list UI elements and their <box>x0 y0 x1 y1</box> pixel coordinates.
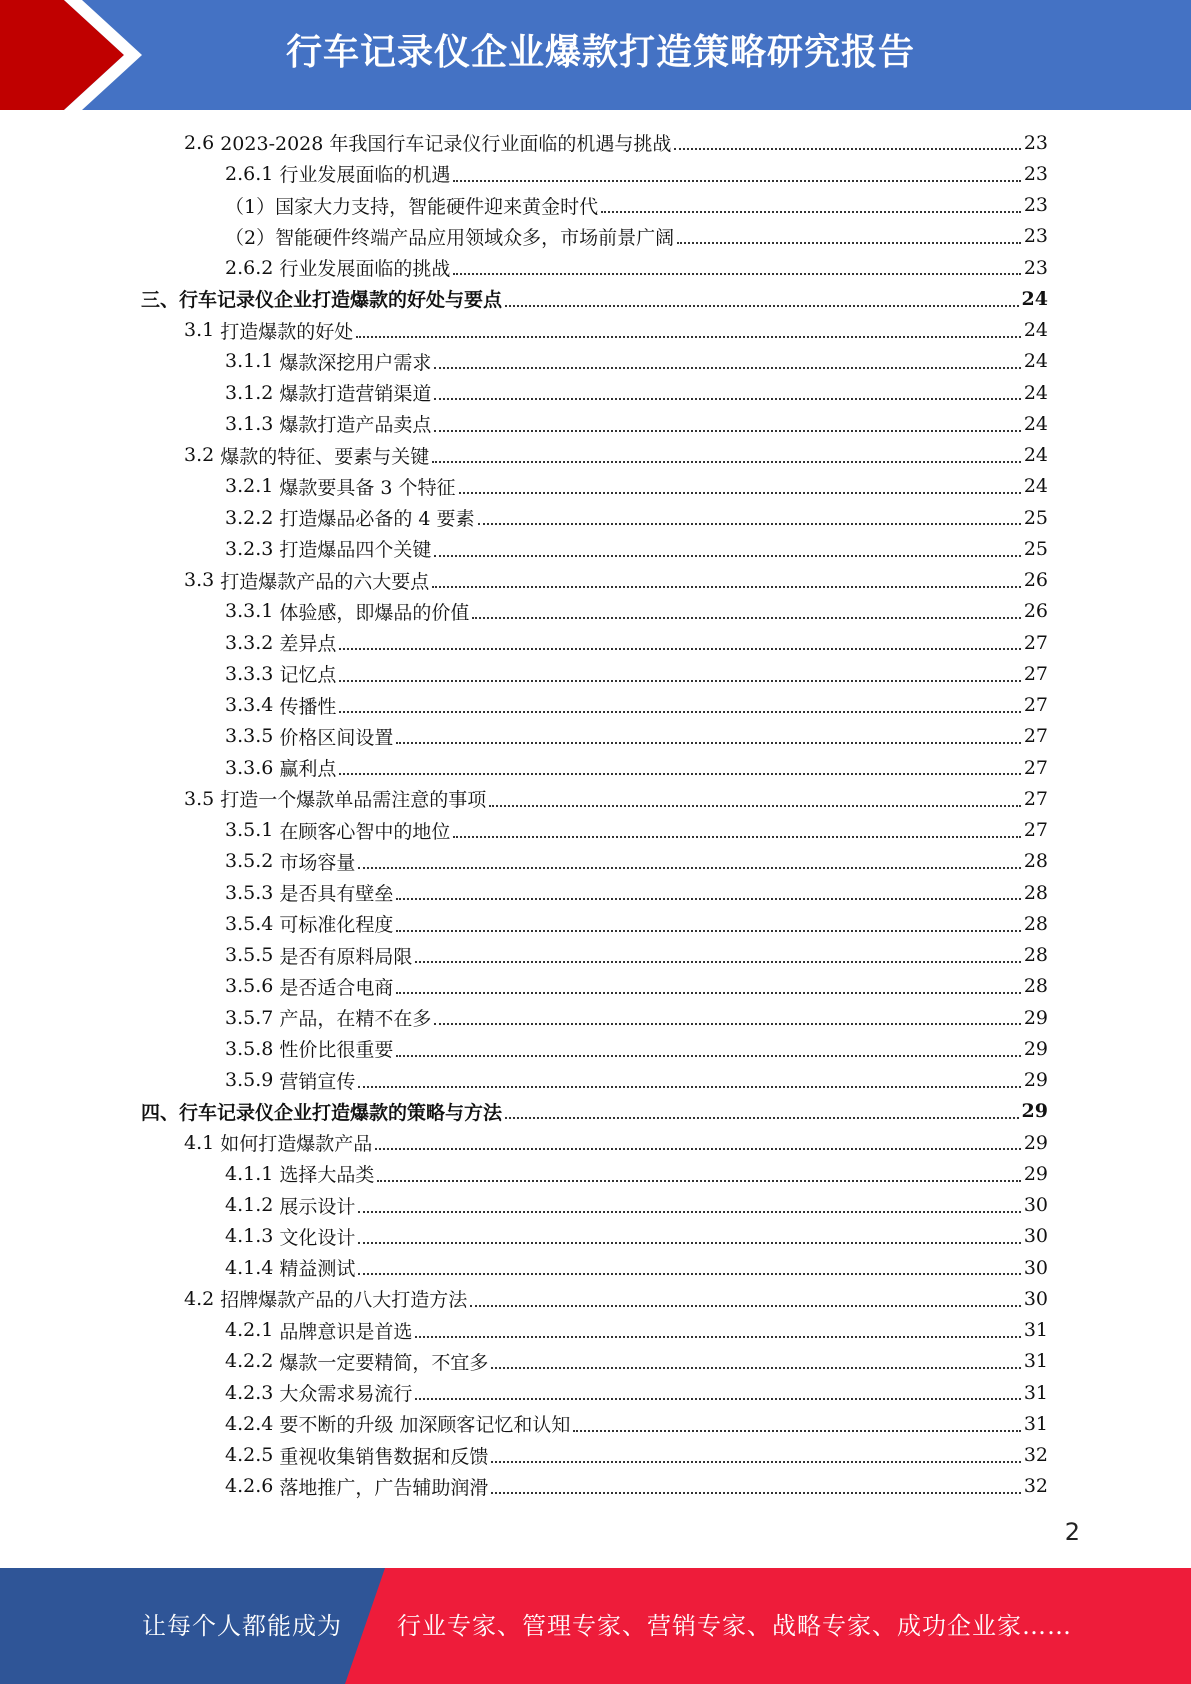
toc-dot-leader <box>415 961 1020 963</box>
toc-entry-number: 4.2 <box>184 1287 215 1310</box>
toc-entry[interactable] <box>0 1190 1191 1221</box>
document-title: 行车记录仪企业爆款打造策略研究报告 <box>285 32 915 73</box>
toc-entry-title: 爆款打造营销渠道 <box>279 383 432 406</box>
toc-entry[interactable] <box>0 377 1191 408</box>
toc-entry[interactable] <box>0 1408 1191 1439</box>
toc-entry-page: 27 <box>1023 694 1048 717</box>
toc-dot-leader <box>375 1148 1021 1150</box>
toc-entry-title: 赢利点 <box>279 758 337 781</box>
toc-entry-title: 文化设计 <box>279 1226 356 1249</box>
toc-entry-page: 30 <box>1023 1256 1048 1279</box>
page-number: 2 <box>1064 1518 1080 1546</box>
toc-entry-page: 27 <box>1023 756 1048 779</box>
toc-entry-title: 行业发展面临的机遇 <box>279 164 451 187</box>
toc-entry[interactable] <box>0 1033 1191 1064</box>
toc-entry-page: 28 <box>1023 850 1048 873</box>
toc-entry-page: 32 <box>1023 1444 1048 1467</box>
toc-entry[interactable] <box>0 1221 1191 1252</box>
toc-dot-leader <box>356 336 1021 338</box>
toc-entry-number: 三、 <box>141 289 180 312</box>
toc-dot-leader <box>434 555 1020 557</box>
toc-entry-title: 是否适合电商 <box>279 976 394 999</box>
toc-entry-title: 打造爆品必备的 4 要素 <box>279 508 475 531</box>
toc-entry-number: 3.5.3 <box>225 881 274 904</box>
toc-entry-number: 4.1.2 <box>225 1194 274 1217</box>
toc-entry[interactable] <box>0 815 1191 846</box>
toc-entry-page: 28 <box>1023 944 1048 967</box>
toc-entry-number: 4.2.6 <box>225 1475 274 1498</box>
toc-entry-page: 31 <box>1023 1319 1048 1342</box>
toc-entry-title: 市场容量 <box>279 851 356 874</box>
toc-dot-leader <box>491 1492 1020 1494</box>
toc-entry-number: 2.6.1 <box>225 162 274 185</box>
toc-entry-title: 体验感，即爆品的价值 <box>279 601 470 624</box>
toc-entry-title: （1）国家大力支持，智能硬件迎来黄金时代 <box>225 195 599 218</box>
toc-entry-title: 价格区间设置 <box>279 726 394 749</box>
toc-entry-page: 28 <box>1023 912 1048 935</box>
toc-dot-leader <box>674 148 1020 150</box>
toc-entry-page: 32 <box>1023 1475 1048 1498</box>
toc-dot-leader <box>432 586 1021 588</box>
toc-entry-number: 3.1 <box>184 319 215 342</box>
toc-entry-page: 28 <box>1023 975 1048 998</box>
toc-entry-page: 29 <box>1023 1006 1048 1029</box>
toc-dot-leader <box>505 1117 1019 1119</box>
toc-entry[interactable] <box>0 1346 1191 1377</box>
toc-entry-number: 3.5.9 <box>225 1069 274 1092</box>
toc-entry-number: 3.3 <box>184 569 215 592</box>
toc-entry-title: 在顾客心智中的地位 <box>279 820 451 843</box>
toc-entry[interactable] <box>0 940 1191 971</box>
toc-entry[interactable] <box>0 252 1191 283</box>
toc-dot-leader <box>358 1086 1020 1088</box>
toc-entry-title: 爆款一定要精简，不宜多 <box>279 1351 489 1374</box>
toc-entry[interactable] <box>0 533 1191 564</box>
toc-entry-number: 3.3.5 <box>225 725 274 748</box>
toc-dot-leader <box>358 867 1020 869</box>
toc-entry[interactable] <box>0 1440 1191 1471</box>
toc-entry-page: 30 <box>1023 1287 1048 1310</box>
toc-entry-title: 爆款深挖用户需求 <box>279 351 432 374</box>
toc-dot-leader <box>396 742 1020 744</box>
toc-dot-leader <box>415 1398 1020 1400</box>
toc-entry[interactable] <box>0 783 1191 814</box>
toc-entry-title: 如何打造爆款产品 <box>220 1133 373 1156</box>
toc-entry-title: 可标准化程度 <box>279 914 394 937</box>
toc-dot-leader <box>434 367 1020 369</box>
toc-entry-title: 2023-2028 年我国行车记录仪行业面临的机遇与挑战 <box>220 133 672 156</box>
toc-entry-page: 24 <box>1023 319 1048 342</box>
toc-entry-title: 性价比很重要 <box>279 1039 394 1062</box>
toc-entry-number: 3.5 <box>184 787 215 810</box>
toc-entry[interactable] <box>0 752 1191 783</box>
toc-entry-page: 31 <box>1023 1381 1048 1404</box>
toc-entry[interactable] <box>0 502 1191 533</box>
toc-entry-page: 23 <box>1023 162 1048 185</box>
toc-entry-page: 26 <box>1023 569 1048 592</box>
toc-entry-number: 4.1 <box>184 1131 215 1154</box>
toc-entry-number: 4.1.1 <box>225 1162 274 1185</box>
toc-entry[interactable] <box>0 127 1191 158</box>
toc-entry-number: 4.2.5 <box>225 1444 274 1467</box>
toc-entry[interactable] <box>0 1252 1191 1283</box>
toc-entry[interactable] <box>0 658 1191 689</box>
toc-entry-number: 3.3.4 <box>225 694 274 717</box>
toc-entry-title: 产品，在精不在多 <box>279 1008 432 1031</box>
toc-entry-page: 23 <box>1023 131 1048 154</box>
toc-entry[interactable] <box>0 1377 1191 1408</box>
toc-entry[interactable] <box>0 440 1191 471</box>
toc-entry[interactable] <box>0 971 1191 1002</box>
toc-entry-page: 29 <box>1021 1100 1048 1123</box>
toc-entry-number: 4.2.4 <box>225 1412 274 1435</box>
toc-entry-page: 24 <box>1023 475 1048 498</box>
toc-entry-number: 3.5.5 <box>225 944 274 967</box>
toc-entry-number: 3.2.1 <box>225 475 274 498</box>
toc-entry-number: 3.1.1 <box>225 350 274 373</box>
toc-entry-title: 营销宣传 <box>279 1070 356 1093</box>
toc-entry[interactable] <box>0 1471 1191 1502</box>
toc-entry-title: 招牌爆款产品的八大打造方法 <box>220 1289 468 1312</box>
toc-dot-leader <box>339 648 1020 650</box>
toc-entry-number: 3.1.2 <box>225 381 274 404</box>
toc-entry[interactable] <box>0 627 1191 658</box>
toc-entry-page: 29 <box>1023 1131 1048 1154</box>
toc-entry[interactable] <box>0 596 1191 627</box>
toc-entry-number: 3.2.3 <box>225 537 274 560</box>
toc-entry-page: 27 <box>1023 662 1048 685</box>
toc-entry-number: 3.3.6 <box>225 756 274 779</box>
toc-entry-page: 24 <box>1023 350 1048 373</box>
toc-entry-title: 爆款的特征、要素与关键 <box>220 445 430 468</box>
toc-entry-number: 3.5.4 <box>225 912 274 935</box>
toc-entry-page: 24 <box>1021 287 1048 310</box>
toc-entry-page: 31 <box>1023 1412 1048 1435</box>
toc-entry[interactable] <box>0 908 1191 939</box>
toc-dot-leader <box>505 305 1019 307</box>
toc-dot-leader <box>601 211 1021 213</box>
toc-entry[interactable] <box>0 471 1191 502</box>
toc-entry-title: 重视收集销售数据和反馈 <box>279 1445 489 1468</box>
toc-entry-number: 4.2.2 <box>225 1350 274 1373</box>
toc-dot-leader <box>358 1242 1020 1244</box>
toc-entry-number: 3.3.1 <box>225 600 274 623</box>
toc-entry[interactable] <box>0 1002 1191 1033</box>
toc-entry-number: 3.3.2 <box>225 631 274 654</box>
toc-entry-page: 27 <box>1023 787 1048 810</box>
toc-entry-page: 27 <box>1023 631 1048 654</box>
toc-entry-title: 打造爆品四个关键 <box>279 539 432 562</box>
toc-entry-number: 4.2.3 <box>225 1381 274 1404</box>
footer-slogan-left: 让每个人都能成为 <box>142 1612 342 1640</box>
toc-entry-page: 26 <box>1023 600 1048 623</box>
toc-entry-number: 3.5.6 <box>225 975 274 998</box>
toc-dot-leader <box>358 1211 1020 1213</box>
toc-dot-leader <box>453 273 1020 275</box>
toc-dot-leader <box>491 1367 1020 1369</box>
toc-entry[interactable] <box>0 346 1191 377</box>
toc-entry-number: 2.6.2 <box>225 256 274 279</box>
toc-entry-number: 4.2.1 <box>225 1319 274 1342</box>
toc-entry-page: 29 <box>1023 1069 1048 1092</box>
toc-dot-leader <box>415 1336 1020 1338</box>
toc-entry-title: 打造爆款产品的六大要点 <box>220 570 430 593</box>
toc-entry-page: 24 <box>1023 444 1048 467</box>
toc-entry-page: 30 <box>1023 1194 1048 1217</box>
toc-entry-number: 3.2.2 <box>225 506 274 529</box>
toc-entry-number: 3.5.2 <box>225 850 274 873</box>
toc-entry-title: 品牌意识是首选 <box>279 1320 413 1343</box>
toc-entry[interactable] <box>0 1065 1191 1096</box>
chevron-arrow-icon <box>0 0 160 110</box>
toc-entry[interactable] <box>0 877 1191 908</box>
toc-entry[interactable] <box>0 221 1191 252</box>
toc-dot-leader <box>434 398 1020 400</box>
toc-entry[interactable] <box>0 1283 1191 1314</box>
toc-dot-leader <box>453 836 1020 838</box>
toc-entry-number: 4.1.4 <box>225 1256 274 1279</box>
toc-dot-leader <box>432 461 1021 463</box>
footer-banner <box>0 1568 1191 1684</box>
toc-entry[interactable] <box>0 315 1191 346</box>
toc-dot-leader <box>472 617 1020 619</box>
toc-entry-page: 29 <box>1023 1037 1048 1060</box>
toc-entry-page: 28 <box>1023 881 1048 904</box>
toc-entry-page: 23 <box>1023 256 1048 279</box>
toc-entry-title: 传播性 <box>279 695 337 718</box>
toc-dot-leader <box>434 1023 1020 1025</box>
toc-entry[interactable] <box>0 1158 1191 1189</box>
toc-dot-leader <box>434 430 1020 432</box>
toc-entry-page: 31 <box>1023 1350 1048 1373</box>
toc-entry[interactable] <box>0 1096 1191 1127</box>
table-of-contents <box>0 127 1191 1502</box>
toc-entry-number: 3.2 <box>184 444 215 467</box>
toc-entry[interactable] <box>0 1315 1191 1346</box>
toc-dot-leader <box>396 898 1020 900</box>
toc-entry-title: 打造一个爆款单品需注意的事项 <box>220 789 487 812</box>
toc-entry-number: 3.5.1 <box>225 819 274 842</box>
toc-entry-title: 展示设计 <box>279 1195 356 1218</box>
toc-entry-title: 行车记录仪企业打造爆款的策略与方法 <box>179 1101 503 1124</box>
toc-entry-title: 记忆点 <box>279 664 337 687</box>
toc-entry-page: 27 <box>1023 725 1048 748</box>
toc-entry[interactable] <box>0 158 1191 189</box>
toc-entry-number: 2.6 <box>184 131 215 154</box>
toc-entry-title: 精益测试 <box>279 1258 356 1281</box>
toc-entry-title: 差异点 <box>279 633 337 656</box>
toc-dot-leader <box>377 1180 1020 1182</box>
toc-dot-leader <box>396 992 1020 994</box>
toc-entry-title: 是否具有壁垒 <box>279 883 394 906</box>
toc-dot-leader <box>489 805 1021 807</box>
toc-entry-page: 25 <box>1023 506 1048 529</box>
header-banner <box>0 0 1191 110</box>
toc-entry-number: 3.5.7 <box>225 1006 274 1029</box>
toc-dot-leader <box>491 1461 1020 1463</box>
toc-dot-leader <box>339 680 1020 682</box>
toc-entry-number: 3.1.3 <box>225 412 274 435</box>
toc-dot-leader <box>573 1430 1020 1432</box>
toc-entry-title: 打造爆款的好处 <box>220 320 354 343</box>
toc-dot-leader <box>339 773 1020 775</box>
toc-entry-number: 3.3.3 <box>225 662 274 685</box>
toc-dot-leader <box>459 492 1021 494</box>
toc-dot-leader <box>339 711 1020 713</box>
toc-entry-number: 四、 <box>141 1101 180 1124</box>
toc-entry-title: 大众需求易流行 <box>279 1383 413 1406</box>
toc-entry[interactable] <box>0 283 1191 314</box>
toc-entry[interactable] <box>0 846 1191 877</box>
toc-dot-leader <box>470 1305 1021 1307</box>
toc-entry-page: 24 <box>1023 381 1048 404</box>
toc-entry-page: 30 <box>1023 1225 1048 1248</box>
toc-entry-page: 24 <box>1023 412 1048 435</box>
toc-entry-number: 3.5.8 <box>225 1037 274 1060</box>
toc-entry-number: 4.1.3 <box>225 1225 274 1248</box>
toc-entry-title: 选择大品类 <box>279 1164 375 1187</box>
toc-dot-leader <box>478 523 1021 525</box>
toc-entry-page: 29 <box>1023 1162 1048 1185</box>
toc-entry-title: 爆款打造产品卖点 <box>279 414 432 437</box>
toc-entry-title: 行车记录仪企业打造爆款的好处与要点 <box>179 289 503 312</box>
toc-entry-page: 23 <box>1023 225 1048 248</box>
toc-entry[interactable] <box>0 721 1191 752</box>
toc-entry[interactable] <box>0 190 1191 221</box>
toc-dot-leader <box>677 242 1021 244</box>
toc-entry[interactable] <box>0 690 1191 721</box>
toc-entry-title: （2）智能硬件终端产品应用领域众多，市场前景广阔 <box>225 226 675 249</box>
toc-dot-leader <box>453 180 1020 182</box>
footer-slogan-right: 行业专家、管理专家、营销专家、战略专家、成功企业家…… <box>397 1612 1072 1640</box>
toc-entry[interactable] <box>0 565 1191 596</box>
toc-entry-page: 23 <box>1023 194 1048 217</box>
toc-dot-leader <box>396 930 1020 932</box>
toc-entry-page: 27 <box>1023 819 1048 842</box>
toc-entry-title: 要不断的升级 加深顾客记忆和认知 <box>279 1414 571 1437</box>
toc-entry-title: 行业发展面临的挑战 <box>279 258 451 281</box>
toc-entry-page: 25 <box>1023 537 1048 560</box>
toc-entry[interactable] <box>0 1127 1191 1158</box>
toc-entry-title: 是否有原料局限 <box>279 945 413 968</box>
toc-dot-leader <box>396 1055 1020 1057</box>
toc-entry-title: 爆款要具备 3 个特征 <box>279 476 456 499</box>
toc-dot-leader <box>358 1273 1020 1275</box>
toc-entry-title: 落地推广，广告辅助润滑 <box>279 1476 489 1499</box>
toc-entry[interactable] <box>0 408 1191 439</box>
